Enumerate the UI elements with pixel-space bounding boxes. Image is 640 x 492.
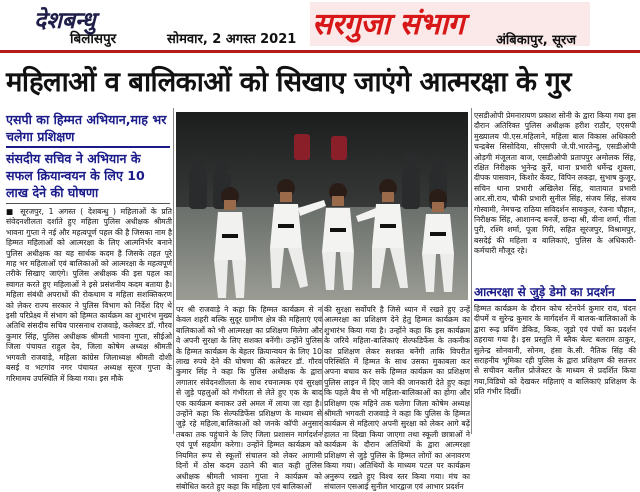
subheadline-divider: [6, 146, 170, 148]
subheadline-divider: [6, 203, 170, 204]
article-body-middle-2: की सुरक्षा सर्वोपरि है जिसे ध्यान में रखते हुए उन्हें आत्मरक्षा का प्रशिक्षण देने हेतु हिम्मत कार्यक्रम का शुभारंभ किया गया है। उन्होंने कहा कि इस कार्यक्रम के जरिये महिला-बालिकाएं सेल्फडिफेंस के तकनीक का प्रशिक्षण लेकर सशक्त बनेंगी ताकि विपरीत परिस्थिति में हिम्मत के साथ उसका मुकाबला कर अपना बचाव कर सकें हिम्मत कार्यक्रम का प्रशिक्षण पुलिस लाइन में दिए जाने की जानकारी देते हुए कहा कि पहले बैच से भी महिला-बालिकाओं का होगा और प्रशिक्षण एक महिने तक चलेगा जिला कोषेम अध्यक्ष श्रीमती भगवती राजवाड़े ने कहा कि पुलिस के हिम्मत कार्यक्रम से महिलाएं अपनी सुरक्षा को लेकर आगे बढ़ें हालत ना दिखा किया जाएगा तथा स्कूली छात्राओं ने कार्यक्रम के दौरान अतिथियों के द्वारा आत्मरक्षा प्रशिक्षण से जुड़े पुलिस के हिम्मत लोगों का अनावरण किया गया। अतिथियों के माध्यम पटल पर कार्यक्रम अनुरूप रखते हुए विश्व स्तर किया गया। मंच का संचालन एसआई सुनील भारद्वाज एवं आभार प्रदर्शन: [324, 305, 470, 491]
article-photo: [176, 112, 468, 300]
column-divider: [471, 108, 472, 434]
article-body-middle-1: पर श्री राजवाड़े ने कहा कि हिम्मत कार्यक्रम से न केवल शहरी बल्कि सुदूर ग्रामीण क्षेत्र की महिलाएं एवं बालिकाओं को भी आत्मरक्षा का प्रशिक्षण मिलेगा और वे अपनी सुरक्षा के लिए सशक्त बनेंगी। उन्होंने पुलिस के हिम्मत कार्यक्रम के बेहतर क्रियान्वयन के लिए 10 लाख रुपये देने की घोषणा की कलेक्टर डॉ. गौरव कुमार सिंह ने कहा कि पुलिस अधीक्षक के द्वारा लगातार संवेदनशीलता के साथ रचनात्मक एवं सुरक्षा से जुड़े पहलुओं को गंभीरता से लेते हुए एक के बाद एक कार्यक्रम बनाकर उसे अमल में लाया जा रहा है। उन्होंने कहा कि सेल्फडिफेंस प्रशिक्षण के माध्यम से जुड़े रहे महिला,बालिकाओं को जनके कॉपी अनुसार तबका तक पहुंचाने के लिए जिला प्रशासन मार्गदर्शन एवं पूर्ण सहयोग करेगा। उन्होंने हिम्मत कार्यक्रम को नियमित रूप से स्कूलों संचालन को लेकर आगामी दिनों में ठोस कदम उठाने की बात कही तुलिस अधीक्षक श्रीमती भावना गुप्ता ने कार्यक्रम को संबोधित करते हुए कहा कि महिला एवं बालिकाओं: [176, 305, 322, 491]
article-body-right-2: हिम्मत कार्यक्रम के दौरान कोच स्टेनपेर्न कुमार राव, चंदन दीपमें व सुरेन्द्र कुमार के मार्गदर्शन में बालक-बालिकाओं के द्वारा रूढ़ प्रविंग डेकिड, किक, जूडो एवं पंचों का प्रदर्शन ठहराया गया है। इस प्रस्तुति में ब्लैक बेल्ट बलराम ठाकुर, सुलेन्द्र सोनवानी, सोनम, हंसा के.सी. नैतिक सिंह की सराहनीय भूमिका रही पुलिस के द्वारा प्रशिक्षण की सतत्तर से सचीवन बलील प्रोजेक्टर के माध्यम से प्रदर्शित किया गया,विडियो को देखकर महिलाएं व बालिकाएं प्रशिक्षण के प्रति गंभीर दिखीं।: [474, 304, 636, 397]
column-divider: [322, 305, 323, 435]
article-headline: महिलाओं व बालिकाओं को सिखाए जाएंगे आत्मरक्षा के गुर: [6, 66, 571, 98]
masthead-divider: [0, 50, 640, 53]
article-body-left: ■ सूरजपुर, 1 अगस्त ( देशबन्धु ) महिलाओं के प्रति संवेदनशीलता दर्शाते हुए महिला पुलिस अधीक्षक श्रीमती भावना गुप्ता ने नई और महत्वपूर्ण पहल की है जिसका नाम है हिम्मत महिलाओं को आत्मरक्षा के लिए आत्मनिर्भर बनाने पुलिस अधीक्षक का यह सार्थक कदम है जिसके तहत पूरे माह भर महिलाओं एवं बालिकाओं को आत्मरक्षा के महत्वपूर्ण तरीके सिखाए जाएंगे। पुलिस अधीक्षक की इस पहल का स्वागत करते हुए महिलाओं ने इसे प्रसंशनीय कदम बताया है। महिला संबंधी अपराधों की रोकथाम व महिला सशक्तिकरण को लेकर राज्य सरकार ने पुलिस विभाग को निर्देश दिए थे इसी परिप्रेक्ष्य में संभाग को हिम्मत कार्यक्रम का शुभारंभ मुख्य अतिथि संसदीय सचिव पारसनाथ राजवाड़े, कलेक्टर डॉ. गौरव कुमार सिंह, पुलिस अधीक्षक श्रीमती भावना गुप्ता, सीईओ जिला पंचायत राहुल देव, जिला कोषेम अध्यक्ष श्रीमती भगवती राजवाड़े, महिला कांग्रेस जिलाध्यक्ष श्रीमती दोशी बसई व भटगांव नगर पंचायत अध्यक्ष सूरज गुप्ता के गरिमामय उपस्थिति में किया गया। इस मौके: [6, 207, 172, 383]
section-subheading: आत्मरक्षा से जुड़े डेमो का प्रदर्शन: [474, 285, 615, 299]
newspaper-logo: देशबन्धु: [34, 7, 96, 34]
issue-date: सोमवार, 2 अगस्त 2021: [167, 32, 297, 47]
column-divider: [173, 108, 174, 434]
section-subheading-divider: [474, 299, 636, 301]
section-title: सरगुजा संभाग: [312, 7, 464, 42]
section-city: अंबिकापुर, सूरज: [496, 33, 576, 48]
subheadline-2: संसदीय सचिव ने अभियान के सफल क्रियान्वयन के लिए 10 लाख देने की घोषणा: [6, 151, 145, 200]
self-defense-training-photo: [176, 112, 468, 300]
edition-city: बिलासपुर: [70, 31, 117, 47]
subheadline-1: एसपी का हिम्मत अभियान,माह भर चलेगा प्रशिक्षण: [6, 112, 167, 144]
article-body-right-1: एसडीओपी प्रेमनारायण प्रकाश सोनी के द्वारा किया गया इस दौरान अतिरिक्त पुलिस अधीक्षक हरीश राठौर, एएसपी मुख्यालय पी.एस.महिलाने, महिला बाल विकास अधिकारी चन्द्रबेस सिसोदिया, सीएसपी जे.पी.भारतेन्दु, एसडीओपी ओड़गी मंजूलता बाज, एसडीओपी प्रतापपुर अमोलक सिंह, रक्षित निरीक्षक भुनेन्द्र कुर्रे, थाना प्रभारी धर्मेन्द्र शुक्ला, दीपक पासवान, किशोर केंवट, विपिन लकड़ा, सुभाष कुजूर, सचिन थाना प्रभारी अखिलेश सिंह, यातायात प्रभारी आर.सी.राय, चौकी प्रभारी सुनील सिंह, संजय सिंह, संजय गोस्वामी, नेमचन्द्र राठिया सविदर्शन सायकुल, रंजना चौहान, निरीक्षक सिंह, आशानन्द बनर्जे, छन्दा श्री, वीना शर्मा, गीता पुरी, रश्मि शर्मा, पूजा गिरी, सहित सूरजपुर, विश्रामपुर, बसदेई की महिला व बालिकाएं, पुलिस के अधिकारी-कर्मचारी मौजूद रहे।: [474, 111, 636, 256]
